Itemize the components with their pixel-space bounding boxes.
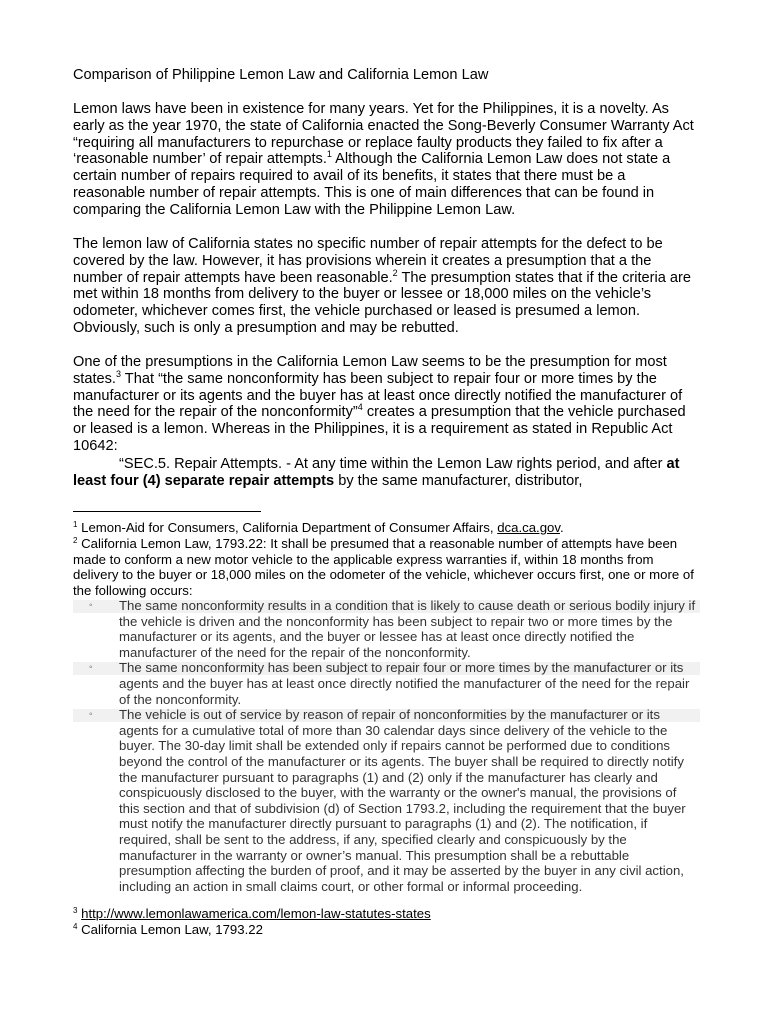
footnote-ref-3: 3: [116, 368, 122, 379]
paragraph-4-text-a: “SEC.5. Repair Attempts. - At any time within the Lemon Law rights period, and after: [119, 456, 667, 472]
paragraph-3: [73, 354, 698, 455]
footnote-3-number: 3: [73, 906, 78, 915]
bullet-item: [73, 598, 700, 660]
footnote-3: [73, 906, 698, 922]
paragraph-2: [73, 236, 698, 337]
footnote-1-text: Lemon-Aid for Consumers, California Department of Consumer Affairs,: [77, 520, 498, 535]
footnote-4: [73, 922, 698, 938]
paragraph-3-text-a: One of the presumptions in the California Lemon Law seems to be the presumption for most states.: [73, 354, 667, 387]
bullet-text: The same nonconformity has been subject to repair four or more times by the manufacturer or its agents and the buyer has at least once directly notified the manufacturer of the need for the repair of the nonconformity.: [119, 660, 690, 707]
paragraph-3-text-b: That “the same nonconformity has been subject to repair four or more times by the manufacturer or its agents and the buyer has at least once directly notified the manufacturer of the need for the repair of the nonconformity”: [73, 370, 683, 421]
bullet-item: [73, 660, 700, 707]
footnote-1-link[interactable]: dca.ca.gov: [497, 520, 560, 535]
footnote-2-number: 2: [73, 536, 78, 545]
footnote-ref-2: 2: [392, 267, 398, 278]
footnote-2: [73, 536, 698, 598]
paragraph-3-text-c: creates a presumption that the vehicle purchased or leased is a lemon. Whereas in the Philippines, it is a requirement as stated in Republic Act 10642:: [73, 404, 686, 454]
paragraph-4-quote: [73, 456, 698, 490]
footnote-3-link[interactable]: http://www.lemonlawamerica.com/lemon-law-statutes-states: [81, 906, 431, 921]
footnote-1-end: .: [560, 520, 564, 535]
footnote-ref-1: 1: [326, 149, 332, 160]
bullet-text: The same nonconformity results in a condition that is likely to cause death or serious bodily injury if the vehicle is driven and the nonconformity has been subject to repair two or more times by the manufacturer or its agents, and the buyer or lessee has at least once directly notified the manufacturer of the need for the repair of the nonconformity.: [119, 598, 696, 660]
paragraph-2-text-b: The presumption states that if the criteria are met within 18 months from delivery to the buyer or lessee or 18,000 miles on the vehicle’s odometer, whichever comes first, the vehicle purchased or leased is presumed a lemon. Obviously, such is only a presumption and may be rebutted.: [73, 269, 692, 336]
footnote-separator: [73, 511, 261, 512]
paragraph-4-text-b: by the same manufacturer, distributor,: [334, 472, 583, 489]
footnote-4-text: California Lemon Law, 1793.22: [77, 922, 263, 937]
document-title: Comparison of Philippine Lemon Law and California Lemon Law: [73, 67, 489, 83]
bullet-circle-icon: ◦: [89, 662, 93, 674]
footnote-1-number: 1: [73, 520, 78, 529]
bullet-circle-icon: ◦: [89, 600, 93, 611]
footnote-2-bullet-list: [73, 598, 700, 894]
footnote-4-number: 4: [73, 922, 78, 931]
paragraph-4-bold: at least four (4) separate repair attempts: [73, 456, 680, 489]
bullet-circle-icon: ◦: [89, 709, 93, 721]
paragraph-1-text-b: Although the California Lemon Law does not state a certain number of repairs required to avail of its benefits, it states that there must be a reasonable number of repair attempts. This is one of main differences that can be found in comparing the California Lemon Law with the Philippine Lemon Law.: [73, 151, 671, 218]
paragraph-1-text-a: Lemon laws have been in existence for many years. Yet for the Philippines, it is a novelty. As early as the year 1970, the state of California enacted the Song-Beverly Consumer Warranty Act “requiring all manufacturers to repurchase or replace faulty products they failed to fix after a ‘reasonable number’ of repair attempts.: [73, 101, 694, 168]
bullet-item: [73, 707, 700, 894]
paragraph-1: [73, 101, 698, 219]
footnote-1: [73, 520, 698, 536]
footnote-ref-4: 4: [357, 402, 363, 413]
footnote-2-text: California Lemon Law, 1793.22: It shall be presumed that a reasonable number of attempts have been made to conform a new motor vehicle to the applicable express warranties if, within 18 months from delivery to the buyer or 18,000 miles on the odometer of the vehicle, whichever occurs first, one or more of the following occurs:: [73, 536, 694, 598]
paragraph-2-text-a: The lemon law of California states no specific number of repair attempts for the defect to be covered by the law. However, it has provisions wherein it creates a presumption that a the number of repair attempts have been reasonable.: [73, 236, 663, 286]
bullet-text: The vehicle is out of service by reason of repair of nonconformities by the manufacturer or its agents for a cumulative total of more than 30 calendar days since delivery of the vehicle to the buyer. The 30-day limit shall be extended only if repairs cannot be performed due to conditions beyond the control of the manufacturer or its agents. The buyer shall be required to directly notify the manufacturer pursuant to paragraphs (1) and (2) only if the manufacturer has clearly and conspicuously disclosed to the buyer, with the warranty or the owner's manual, the provisions of this section and that of subdivision (d) of Section 1793.2, including the requirement that the buyer must notify the manufacturer directly pursuant to paragraphs (1) and (2). The notification, if required, shall be sent to the address, if any, specified clearly and conspicuously by the manufacturer in the warranty or owner’s manual. This presumption shall be a rebuttable presumption affecting the burden of proof, and it may be asserted by the buyer in any civil action, including an action in small claims court, or other formal or informal proceeding.: [119, 707, 686, 894]
